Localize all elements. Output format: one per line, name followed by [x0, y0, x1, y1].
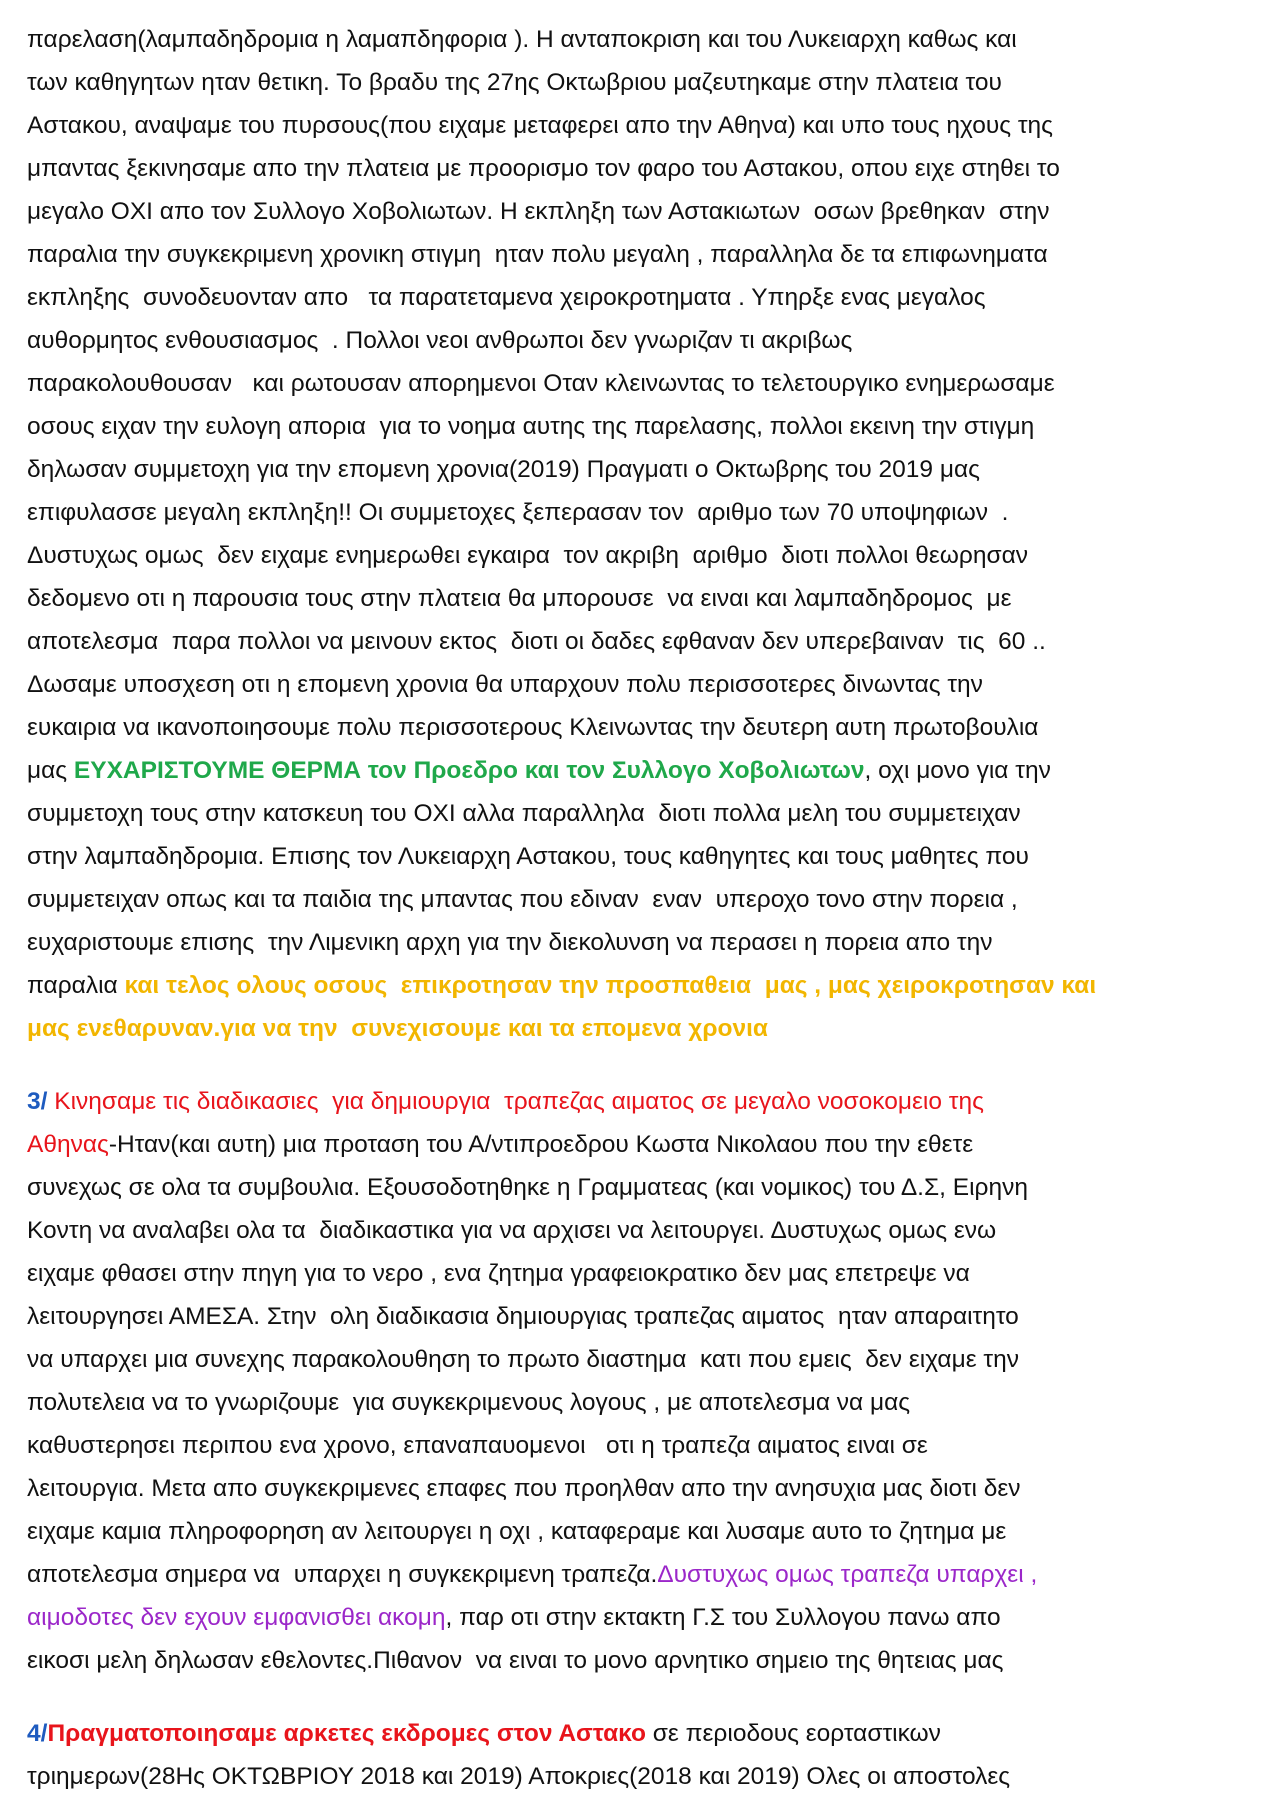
text-line: μπαντας ξεκινησαμε απο την πλατεια με προορισμο τον φαρο του Αστακου, οπου ειχε στηθει το — [27, 155, 1060, 182]
text-line: μεγαλο ΟΧΙ απο τον Συλλογο Χοβολιωτων. Η εκπληξη των Αστακιωτων οσων βρεθηκαν στην — [27, 198, 1050, 225]
section-3-heading-line — [27, 1080, 1242, 1123]
thanks-suffix: , οχι μονο για την — [864, 757, 1051, 784]
text-line: καθυστερησει περιπου ενα χρονο, επαναπαυομενοι οτι η τραπεζα αιματος ειναι σε — [27, 1432, 928, 1459]
text-line: τριημερων(28Ης ΟΚΤΩΒΡΙΟΥ 2018 και 2019) Αποκριες(2018 και 2019) Ολες οι αποστολες — [27, 1763, 1011, 1790]
thanks-line — [27, 749, 1242, 792]
purple-highlight-1: Δυστυχως ομως τραπεζα υπαρχει , — [657, 1561, 1038, 1588]
final-highlight-2: μας ενεθαρυναν.για να την συνεχισουμε και τα επομενα χρονια — [27, 1015, 768, 1042]
text-line: συνεχως σε ολα τα συμβουλια. Εξουσοδοτηθηκε η Γραμματεας (και νομικος) του Δ.Σ, Ειρηνη — [27, 1174, 1028, 1201]
section-3 — [27, 1080, 1242, 1682]
text-line: αποτελεσμα παρα πολλοι να μεινουν εκτος διοτι οι δαδες εφθαναν δεν υπερεβαιναν τις 60 .. — [27, 628, 1046, 655]
text-line: λειτουργησει ΑΜΕΣΑ. Στην ολη διαδικασια δημιουργιας τραπεζας αιματος ηταν απαραιτητο — [27, 1303, 1019, 1330]
final-highlight-1: και τελος ολους οσους επικροτησαν την προσπαθεια μας , μας χειροκροτησαν και — [124, 972, 1097, 999]
result-line-rest: , παρ οτι στην εκτακτη Γ.Σ του Συλλογου πανω απο — [445, 1604, 1001, 1631]
result-line-2 — [27, 1596, 1242, 1639]
section-3-red-text: Κινησαμε τις διαδικασιες για δημιουργια τραπεζας αιματος σε μεγαλο νοσοκομειο της — [47, 1088, 984, 1115]
section-number: 4/ — [27, 1720, 48, 1747]
section-4-red-title: Πραγματοποιησαμε αρκετες εκδρομες στον Αστακο — [47, 1720, 646, 1747]
text-line: των καθηγητων ηταν θετικη. Το βραδυ της 27ης Οκτωβριου μαζευτηκαμε στην πλατεια του — [27, 69, 1002, 96]
section-3-line-2 — [27, 1123, 1242, 1166]
result-prefix: αποτελεσμα σημερα να υπαρχει η συγκεκριμενη τραπεζα. — [27, 1561, 658, 1588]
text-line: ευκαιρια να ικανοποιησουμε πολυ περισσοτερους Κλεινωντας την δευτερη αυτη πρωτοβουλια — [27, 714, 1039, 741]
text-line: Αστακου, αναψαμε του πυρσους(που ειχαμε μεταφερει απο την Αθηνα) και υπο τους ηχους της — [27, 112, 1053, 139]
thanks-highlight: ΕΥΧΑΡΙΣΤΟΥΜΕ ΘΕΡΜΑ τον Προεδρο και τον Συλλογο Χοβολιωτων — [73, 757, 865, 784]
text-line: οσους ειχαν την ευλογη απορια για το νοημα αυτης της παρελασης, πολλοι εκεινη την στιγμη — [27, 413, 1035, 440]
text-line: ευχαριστουμε επισης την Λιμενικη αρχη για την διεκολυνση να περασει η πορεια απο την — [27, 929, 993, 956]
text-line: ειχαμε καμια πληροφορηση αν λειτουργει η οχι , καταφεραμε και λυσαμε αυτο το ζητημα με — [27, 1518, 1007, 1545]
text-line: να υπαρχει μια συνεχης παρακολουθηση το πρωτο διαστημα κατι που εμεις δεν ειχαμε την — [27, 1346, 1019, 1373]
section-3-red-text-2: Αθηνας — [27, 1131, 109, 1158]
section-3-line-2-rest: -Ηταν(και αυτη) μια προταση του Α/ντιπροεδρου Κωστα Νικολαου που την εθετε — [108, 1131, 974, 1158]
text-line: αυθορμητος ενθουσιασμος . Πολλοι νεοι ανθρωποι δεν γνωριζαν τι ακριβως — [27, 327, 853, 354]
final-prefix: παραλια — [27, 972, 125, 999]
text-line: Κοντη να αναλαβει ολα τα διαδικαστικα για να αρχισει να λειτουργει. Δυστυχως ομως ενω — [27, 1217, 997, 1244]
text-line: επιφυλασσε μεγαλη εκπληξη!! Οι συμμετοχες ξεπερασαν τον αριθμο των 70 υποψηφιων . — [27, 499, 1009, 526]
text-line: εικοσι μελη δηλωσαν εθελοντες.Πιθανον να ειναι το μονο αρνητικο σημειο της θητειας μας — [27, 1647, 1004, 1674]
text-line: Δωσαμε υποσχεση οτι η επομενη χρονια θα υπαρχουν πολυ περισσοτερες δινωντας την — [27, 671, 983, 698]
section-4-heading-line — [27, 1712, 1242, 1755]
final-thanks-line — [27, 964, 1242, 1007]
text-line: στην λαμπαδηδρομια. Επισης τον Λυκειαρχη Αστακου, τους καθηγητες και τους μαθητες που — [27, 843, 1029, 870]
final-thanks-line-2 — [27, 1007, 1242, 1050]
document-page — [27, 18, 1242, 1798]
text-line: δεδομενο οτι η παρουσια τους στην πλατεια θα μπορουσε να ειναι και λαμπαδηδρομος με — [27, 585, 1012, 612]
text-line: συμμετειχαν οπως και τα παιδια της μπαντας που εδιναν εναν υπεροχο τονο στην πορεια , — [27, 886, 1018, 913]
text-line: παρακολουθουσαν και ρωτουσαν απορημενοι Οταν κλεινωντας το τελετουργικο ενημερωσαμε — [27, 370, 1055, 397]
text-line: ειχαμε φθασει στην πηγη για το νερο , ενα ζητημα γραφειοκρατικο δεν μας επετρεψε να — [27, 1260, 970, 1287]
section-4 — [27, 1712, 1242, 1798]
text-line: πολυτελεια να το γνωριζουμε για συγκεκριμενους λογους , με αποτελεσμα να μας — [27, 1389, 911, 1416]
section-4-rest: σε περιοδους εορταστικων — [645, 1720, 941, 1747]
text-line: παραλια την συγκεκριμενη χρονικη στιγμη ηταν πολυ μεγαλη , παραλληλα δε τα επιφωνηματα — [27, 241, 1048, 268]
text-line: εκπληξης συνοδευονταν απο τα παρατεταμενα χειροκροτηματα . Υπηρξε ενας μεγαλος — [27, 284, 986, 311]
text-line: συμμετοχη τους στην κατσκευη του ΟΧΙ αλλα παραλληλα διοτι πολλα μελη του συμμετειχαν — [27, 800, 1021, 827]
text-line: παρελαση(λαμπαδηδρομια η λαμαπδηφορια ). Η ανταποκριση και του Λυκειαρχη καθως και — [27, 26, 1017, 53]
section-2-body — [27, 18, 1242, 1050]
text-line: Δυστυχως ομως δεν ειχαμε ενημερωθει εγκαιρα τον ακριβη αριθμο διοτι πολλοι θεωρησαν — [27, 542, 1028, 569]
text-line: δηλωσαν συμμετοχη για την επομενη χρονια(2019) Πραγματι ο Οκτωβρης του 2019 μας — [27, 456, 980, 483]
section-number: 3/ — [27, 1088, 48, 1115]
result-line — [27, 1553, 1242, 1596]
text-line: λειτουργια. Μετα απο συγκεκριμενες επαφες που προηλθαν απο την ανησυχια μας διοτι δεν — [27, 1475, 1021, 1502]
thanks-prefix: μας — [27, 757, 74, 784]
purple-highlight-2: αιμοδοτες δεν εχουν εμφανισθει ακομη — [27, 1604, 446, 1631]
